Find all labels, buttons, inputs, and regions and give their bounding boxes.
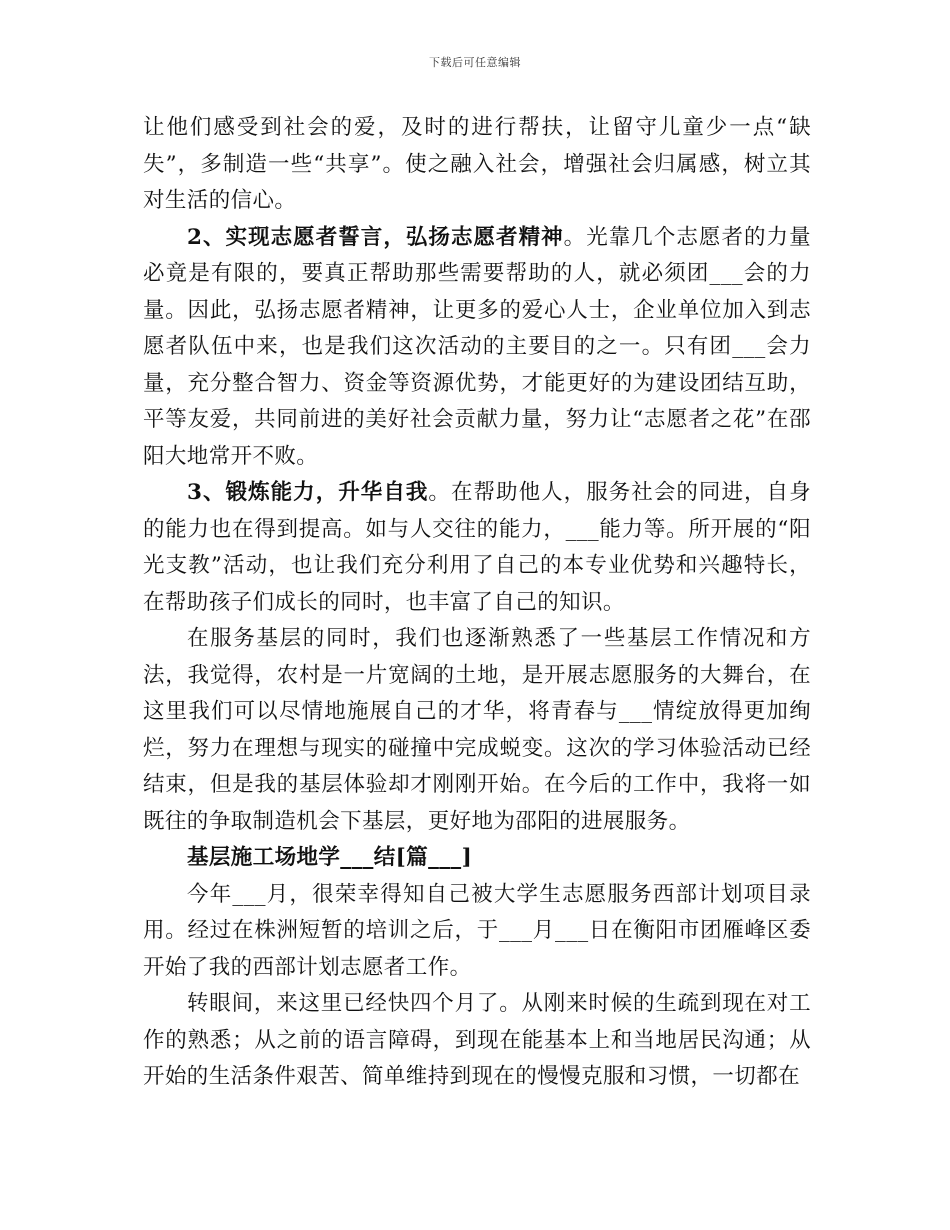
paragraph-3-title: 3、锻炼能力，升华自我 [187, 480, 429, 505]
page-header: 下载后可任意编辑 [429, 56, 521, 69]
paragraph-6: 转眼间，来这里已经快四个月了。从刚来时候的生疏到现在对工作的熟悉；从之前的语言障碍，到现在能基本上和当地居民沟通；从开始的生活条件艰苦、简单维持到现在的慢慢克服和习惯，一切都在 [143, 991, 811, 1089]
paragraph-4: 在服务基层的同时，我们也逐渐熟悉了一些基层工作情况和方法，我觉得，农村是一片宽阔的土地，是开展志愿服务的大舞台，在这里我们可以尽情地施展自己的才华，将青春与___情绽放得更加绚烂，努力在理想与现实的碰撞中完成蜕变。这次的学习体验活动已经结束，但是我的基层体验却才刚刚开始。在今后的工作中，我将一如既往的争取制造机会下基层，更好地为邵阳的进展服务。 [143, 626, 811, 834]
paragraph-2 [143, 220, 811, 476]
paragraph-2-title: 2、实现志愿者誓言，弘扬志愿者精神 [187, 224, 564, 250]
document-body [143, 110, 811, 1096]
paragraph-3 [143, 475, 811, 621]
paragraph-1: 让他们感受到社会的爱，及时的进行帮扶，让留守儿童少一点“缺失”，多制造一些“共享”。使之融入社会，增强社会归属感，树立其对生活的信心。 [143, 115, 811, 213]
paragraph-5: 今年___月，很荣幸得知自己被大学生志愿服务西部计划项目录用。经过在株洲短暂的培训之后，于___月___日在衡阳市团雁峰区委开始了我的西部计划志愿者工作。 [143, 881, 811, 980]
section-heading: 基层施工场地学___结[篇___] [187, 845, 473, 870]
paragraph-2-body: 。光靠几个志愿者的力量必竟是有限的，要真正帮助那些需要帮助的人，就必须团___会的力量。因此，弘扬志愿者精神，让更多的爱心人士，企业单位加入到志愿者队伍中来，也是我们这次活动的主要目的之一。只有团___会力量，充分整合智力、资金等资源优势，才能更好的为建设团结互助，平等友爱，共同前进的美好社会贡献力量，努力让“志愿者之花”在邵阳大地常开不败。 [143, 224, 811, 469]
paragraph-3-body: 。在帮助他人，服务社会的同进，自身的能力也在得到提高。如与人交往的能力，___能力等。所开展的“阳光支教”活动，也让我们充分利用了自己的本专业优势和兴趣特长，在帮助孩子们成长的同时，也丰富了自己的知识。 [143, 480, 811, 615]
